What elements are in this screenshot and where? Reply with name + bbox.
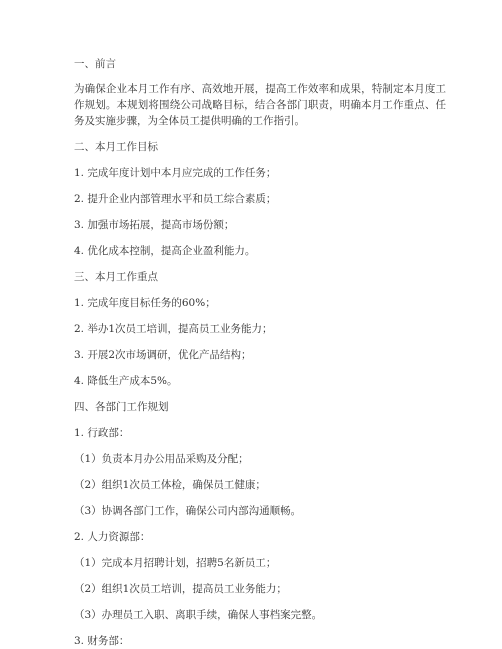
goal-item: 2. 提升企业内部管理水平和员工综合素质；	[74, 193, 277, 205]
department-task: （1）完成本月招聘计划，招聘5名新员工；	[74, 557, 277, 569]
goal-item: 3. 加强市场拓展，提高市场份额；	[74, 219, 235, 231]
department-task: （3）办理员工入职、离职手续，确保人事档案完整。	[74, 609, 323, 621]
department-title-admin: 1. 行政部：	[74, 427, 130, 439]
goal-item: 4. 优化成本控制，提高企业盈利能力。	[74, 245, 256, 257]
focus-item: 2. 举办1次员工培训，提高员工业务能力；	[74, 323, 273, 335]
focus-item: 4. 降低生产成本5%。	[74, 375, 178, 387]
department-title-hr: 2. 人力资源部：	[74, 531, 151, 543]
focus-item: 1. 完成年度目标任务的60%；	[74, 297, 216, 309]
preface-paragraph: 为确保企业本月工作有序、高效地开展，提高工作效率和成果，特制定本月度工作规划。本规划将围绕公司战略目标，结合各部门职责，明确本月工作重点、任务及实施步骤，为全体员工提供明确的工作指引。	[74, 83, 446, 127]
department-title-finance: 3. 财务部：	[74, 635, 130, 647]
section-heading-focus: 三、本月工作重点	[74, 271, 158, 283]
department-task: （2）组织1次员工体检，确保员工健康；	[74, 479, 266, 491]
section-heading-preface: 一、前言	[74, 58, 116, 70]
section-heading-goals: 二、本月工作目标	[74, 141, 158, 153]
section-heading-departments: 四、各部门工作规划	[74, 401, 169, 413]
department-task: （1）负责本月办公用品采购及分配；	[74, 453, 249, 465]
focus-item: 3. 开展2次市场调研，优化产品结构；	[74, 349, 252, 361]
document-body	[74, 56, 446, 649]
department-task: （3）协调各部门工作，确保公司内部沟通顺畅。	[74, 505, 302, 517]
department-task: （2）组织1次员工培训，提高员工业务能力；	[74, 583, 287, 595]
goal-item: 1. 完成年度计划中本月应完成的工作任务；	[74, 167, 277, 179]
